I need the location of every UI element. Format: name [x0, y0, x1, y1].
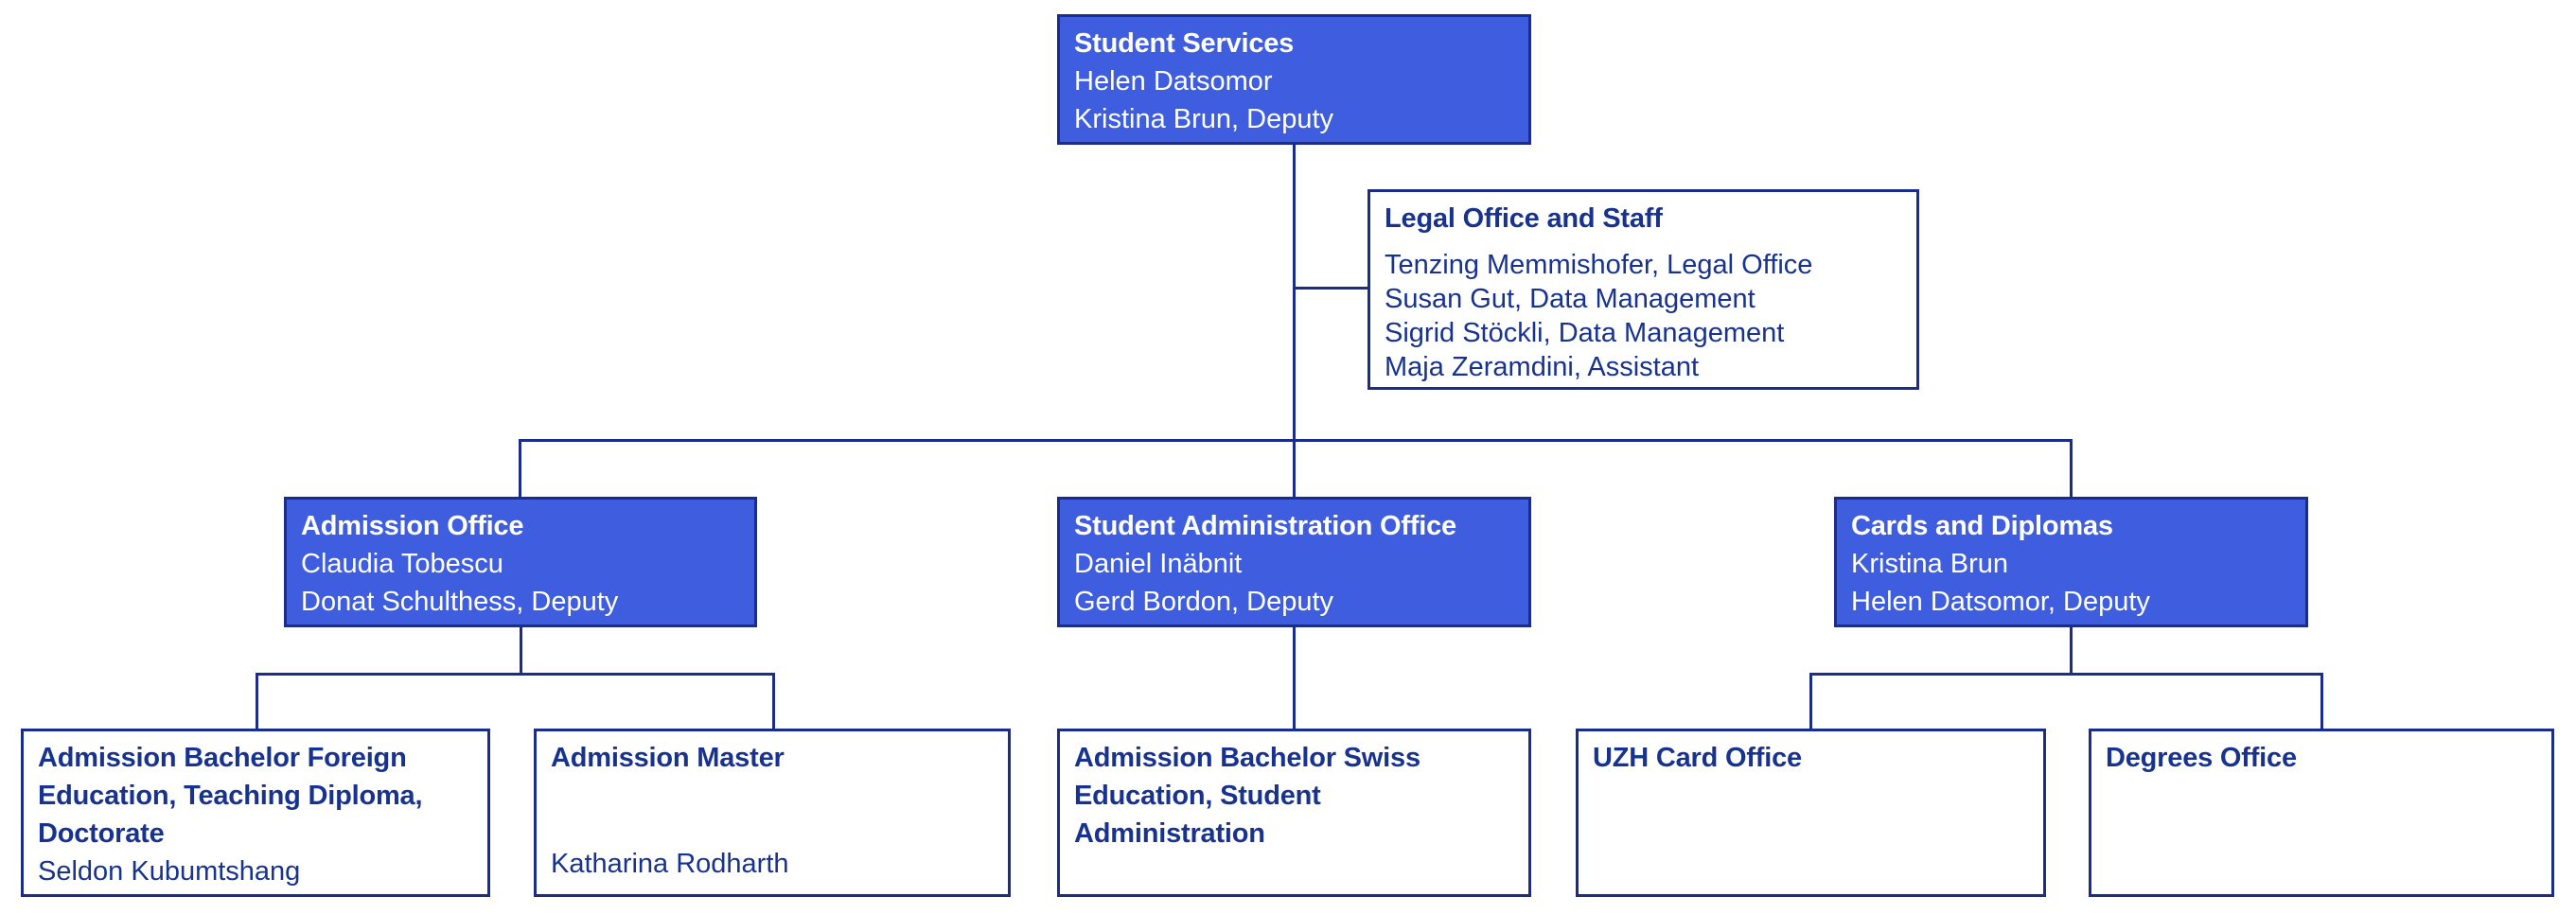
node-person: Tenzing Memmishofer, Legal Office	[1385, 250, 1813, 281]
connector-stub-admission-master	[772, 673, 775, 729]
node-person: Donat Schulthess, Deputy	[301, 587, 619, 618]
connector-rail-admission-children	[256, 673, 775, 676]
connector-rail-cards-children	[1809, 673, 2323, 676]
org-node-admission-bachelor-swiss	[1057, 729, 1531, 897]
node-person: Sigrid Stöckli, Data Management	[1385, 317, 1785, 348]
node-title: Admission Office	[301, 511, 524, 541]
node-person: Maja Zeramdini, Assistant	[1385, 351, 1700, 382]
node-person: Claudia Tobescu	[301, 549, 503, 580]
node-title: UZH Card Office	[1593, 743, 1802, 773]
node-person: Kristina Brun	[1851, 549, 2009, 580]
node-title: Cards and Diplomas	[1851, 511, 2113, 541]
org-node-student-administration-office	[1057, 497, 1531, 627]
node-title: Admission Master	[551, 743, 785, 773]
connector-stub-uzh-card-office	[1809, 673, 1812, 729]
node-person: Helen Datsomor, Deputy	[1851, 587, 2150, 618]
node-person: Daniel Inäbnit	[1074, 549, 1243, 580]
connector-stub-cards-and-diplomas	[2070, 439, 2073, 497]
connector-top-vertical	[1293, 143, 1296, 497]
org-node-student-services	[1057, 14, 1531, 145]
connector-stub-degrees-office	[2320, 673, 2323, 729]
node-title: Student Administration Office	[1074, 511, 1456, 541]
node-person: Seldon Kubumtshang	[38, 856, 301, 888]
connector-cards-down	[2070, 625, 2073, 676]
node-person: Helen Datsomor	[1074, 66, 1273, 97]
connector-admission-down	[520, 625, 522, 676]
org-node-admission-office	[284, 497, 757, 627]
org-node-cards-and-diplomas	[1834, 497, 2308, 627]
org-node-legal-office-and-staff	[1367, 189, 1919, 390]
node-title: Admission Bachelor Swiss Education, Student Administration	[1074, 743, 1420, 850]
node-person-list	[1385, 249, 1902, 385]
node-person: Kristina Brun, Deputy	[1074, 104, 1334, 135]
org-node-admission-bachelor-foreign	[21, 729, 490, 897]
org-node-admission-master	[534, 729, 1011, 897]
node-person: Susan Gut, Data Management	[1385, 283, 1756, 314]
node-title: Legal Office and Staff	[1385, 203, 1663, 234]
node-title: Degrees Office	[2106, 743, 2297, 773]
connector-stub-bachelor-foreign	[256, 673, 258, 729]
connector-studentadmin-down	[1293, 625, 1296, 729]
node-person: Katharina Rodharth	[551, 848, 789, 879]
node-title: Student Services	[1074, 28, 1295, 59]
node-title: Admission Bachelor Foreign Education, Teaching Diploma, Doctorate	[38, 743, 423, 850]
connector-stub-admission-office	[519, 439, 521, 497]
org-node-uzh-card-office	[1576, 729, 2046, 897]
org-node-degrees-office	[2089, 729, 2554, 897]
node-person: Gerd Bordon, Deputy	[1074, 587, 1334, 618]
connector-legal-stub	[1295, 287, 1367, 290]
connector-rail-level2	[519, 439, 2073, 442]
